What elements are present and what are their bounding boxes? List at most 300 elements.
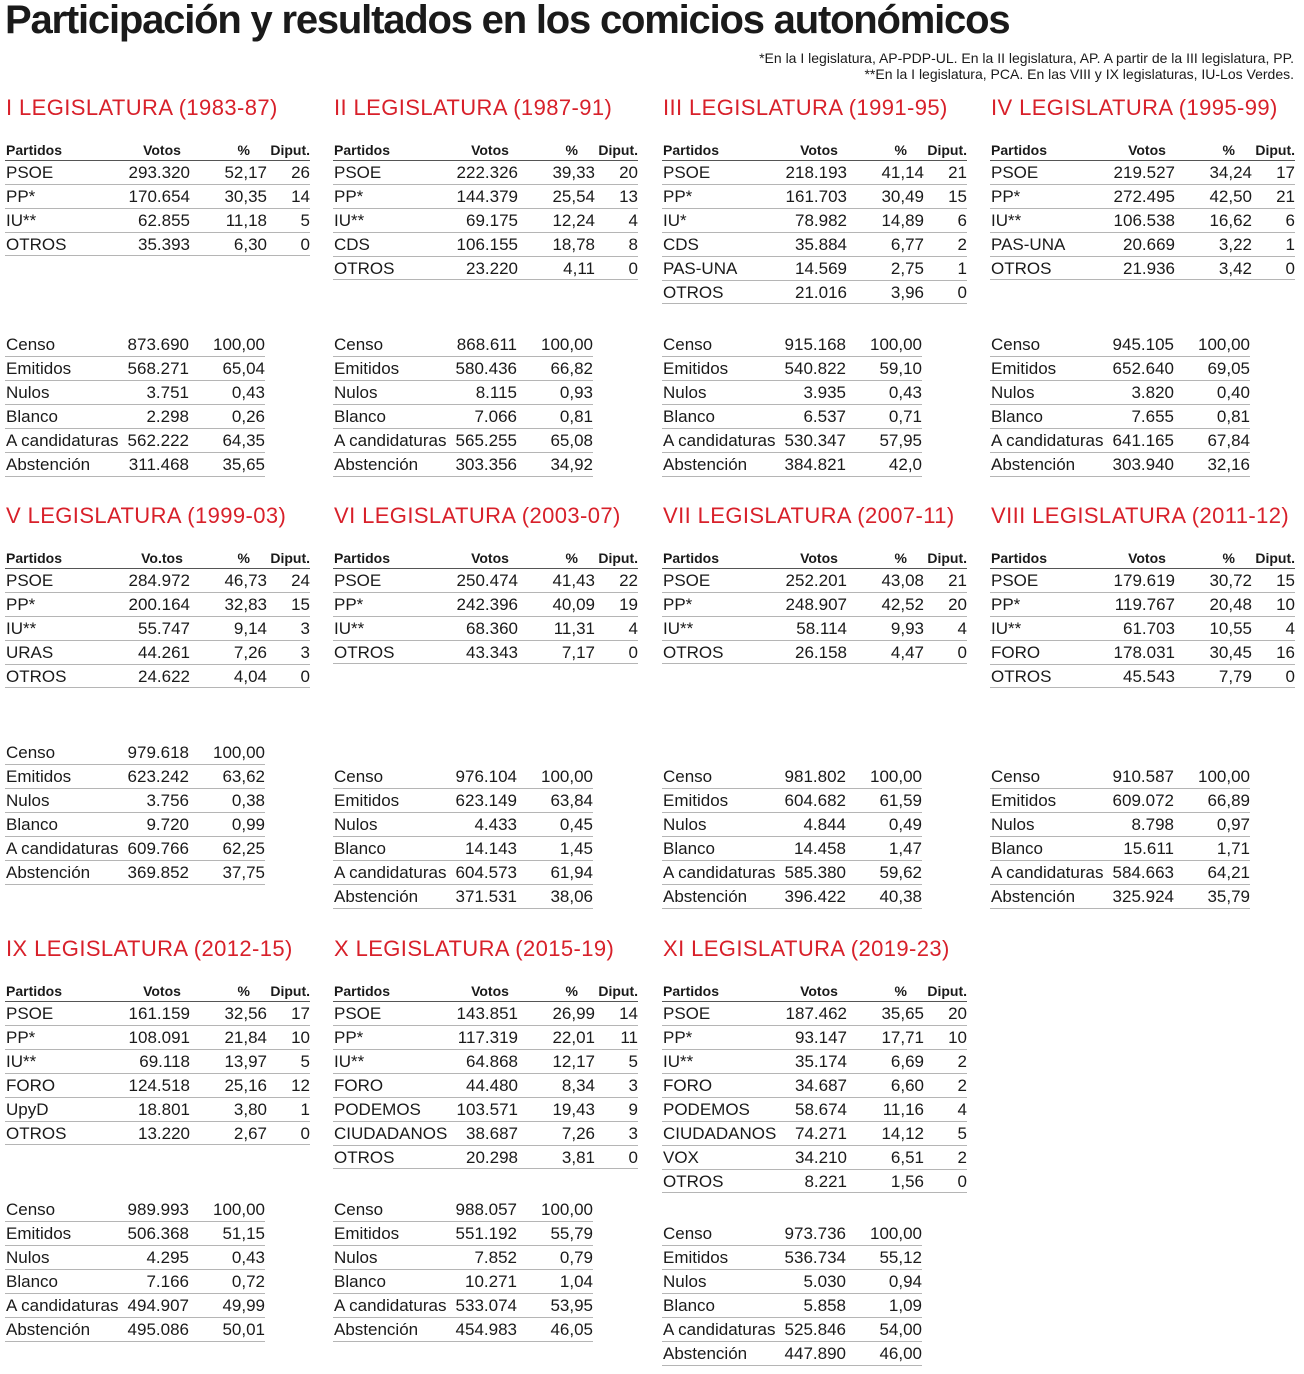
table-row — [333, 208, 638, 232]
stat-label: Censo — [6, 1200, 56, 1219]
party-seats: 3 — [628, 1076, 638, 1095]
table-row — [662, 232, 967, 256]
party-name: OTROS — [991, 667, 1052, 686]
header-diputados: Diput. — [927, 550, 967, 566]
stats-row — [333, 357, 593, 381]
stat-label: A candidaturas — [6, 1296, 119, 1315]
stat-label: Censo — [991, 335, 1041, 354]
table-header — [662, 142, 967, 160]
table-header — [5, 550, 310, 568]
header-partidos: Partidos — [991, 550, 1048, 566]
party-percent: 11,31 — [553, 619, 595, 638]
party-seats: 20 — [948, 1004, 967, 1023]
stats-row — [662, 1294, 922, 1318]
turnout-stats-table — [662, 765, 922, 909]
table-row — [5, 1097, 310, 1121]
stat-label: A candidaturas — [663, 431, 776, 450]
stats-row — [662, 333, 922, 357]
stats-row — [990, 381, 1250, 405]
stat-percent: 1,47 — [888, 839, 922, 858]
party-votes: 24.622 — [138, 667, 190, 686]
party-name: PSOE — [663, 571, 711, 590]
stat-percent: 0,93 — [559, 383, 593, 402]
stat-value: 506.368 — [127, 1224, 189, 1243]
stat-label: Blanco — [991, 407, 1043, 426]
party-votes: 43.343 — [466, 643, 518, 662]
stat-value: 8.798 — [1131, 815, 1174, 834]
stat-value: 976.104 — [455, 767, 517, 786]
party-seats: 16 — [1276, 643, 1295, 662]
party-percent: 6,77 — [890, 235, 924, 254]
party-seats: 2 — [957, 1148, 967, 1167]
party-percent: 7,17 — [561, 643, 595, 662]
table-row — [5, 1073, 310, 1097]
stats-row — [333, 765, 593, 789]
party-name: PP* — [6, 595, 36, 614]
party-seats: 12 — [291, 1076, 310, 1095]
stat-label: Nulos — [663, 815, 707, 834]
stats-row — [662, 837, 922, 861]
party-percent: 11,16 — [882, 1100, 924, 1119]
stat-label: Abstención — [991, 887, 1076, 906]
party-percent: 4,11 — [563, 259, 595, 278]
party-seats: 4 — [628, 211, 638, 230]
table-row — [333, 232, 638, 256]
party-results-table — [662, 160, 967, 304]
stats-row — [5, 381, 265, 405]
table-row — [662, 1097, 967, 1121]
stat-percent: 42,0 — [888, 455, 922, 474]
stat-percent: 0,45 — [559, 815, 593, 834]
table-row — [662, 1121, 967, 1145]
party-votes: 35.174 — [795, 1052, 847, 1071]
stat-label: Censo — [334, 1200, 384, 1219]
party-votes: 250.474 — [456, 571, 518, 590]
stat-value: 10.271 — [465, 1272, 517, 1291]
party-name: PSOE — [663, 1004, 711, 1023]
stats-row — [5, 741, 265, 765]
party-percent: 6,51 — [890, 1148, 924, 1167]
stat-percent: 35,65 — [222, 455, 265, 474]
stat-percent: 0,99 — [231, 815, 265, 834]
party-percent: 12,24 — [552, 211, 595, 230]
party-name: PP* — [6, 1028, 36, 1047]
stat-percent: 1,45 — [559, 839, 593, 858]
table-row — [333, 640, 638, 664]
stat-value: 623.149 — [455, 791, 517, 810]
stat-label: Abstención — [663, 887, 748, 906]
stat-value: 9.720 — [146, 815, 189, 834]
table-row — [990, 568, 1295, 592]
stat-value: 3.756 — [146, 791, 189, 810]
page-title: Participación y resultados en los comicios autonómicos — [5, 0, 1010, 42]
stats-row — [333, 1318, 593, 1342]
party-percent: 6,69 — [890, 1052, 924, 1071]
party-votes: 170.654 — [128, 187, 190, 206]
party-results-table — [333, 1001, 638, 1169]
stat-label: Abstención — [6, 455, 91, 474]
party-percent: 16,62 — [1209, 211, 1252, 230]
party-votes: 218.193 — [785, 163, 847, 182]
party-seats: 13 — [619, 187, 638, 206]
stat-percent: 100,00 — [541, 1200, 593, 1219]
stats-row — [662, 405, 922, 429]
party-seats: 4 — [957, 619, 967, 638]
stat-value: 2.298 — [146, 407, 189, 426]
party-name: PSOE — [334, 571, 382, 590]
party-votes: 293.320 — [128, 163, 190, 182]
stats-row — [990, 837, 1250, 861]
party-name: OTROS — [334, 1148, 395, 1167]
header-percent: % — [894, 983, 907, 999]
party-votes: 26.158 — [795, 643, 847, 662]
stat-label: Censo — [6, 743, 56, 762]
stat-percent: 100,00 — [1198, 767, 1250, 786]
table-row — [662, 208, 967, 232]
table-row — [990, 640, 1295, 664]
stats-row — [990, 789, 1250, 813]
stat-value: 4.844 — [803, 815, 846, 834]
table-row — [662, 184, 967, 208]
stats-row — [662, 885, 922, 909]
party-name: IU** — [6, 211, 37, 230]
legislature-title: XI LEGISLATURA (2019-23) — [663, 936, 950, 961]
party-results-table — [333, 160, 638, 280]
stat-percent: 49,99 — [222, 1296, 265, 1315]
table-header — [990, 550, 1295, 568]
stat-percent: 55,12 — [879, 1248, 922, 1267]
table-row — [5, 184, 310, 208]
stats-row — [662, 813, 922, 837]
stat-label: Abstención — [663, 1344, 748, 1363]
stat-label: Blanco — [663, 407, 715, 426]
turnout-stats-table — [662, 1222, 922, 1366]
stat-value: 609.766 — [127, 839, 189, 858]
party-votes: 222.326 — [456, 163, 518, 182]
stat-percent: 0,81 — [559, 407, 593, 426]
party-seats: 4 — [1285, 619, 1295, 638]
turnout-stats-table — [662, 333, 922, 477]
party-votes: 78.982 — [795, 211, 847, 230]
party-percent: 34,24 — [1209, 163, 1252, 182]
party-name: OTROS — [663, 643, 724, 662]
table-header — [5, 142, 310, 160]
party-seats: 10 — [1276, 595, 1295, 614]
stat-percent: 34,92 — [550, 455, 593, 474]
party-seats: 21 — [948, 163, 967, 182]
stat-label: Abstención — [334, 1320, 419, 1339]
party-name: PP* — [334, 595, 364, 614]
legislature-title: VI LEGISLATURA (2003-07) — [334, 503, 621, 528]
party-votes: 20.298 — [466, 1148, 518, 1167]
stat-label: Emitidos — [663, 791, 729, 810]
stat-value: 585.380 — [784, 863, 846, 882]
party-seats: 20 — [948, 595, 967, 614]
stats-row — [662, 1222, 922, 1246]
stats-row — [662, 429, 922, 453]
stat-percent: 0,81 — [1216, 407, 1250, 426]
party-percent: 3,22 — [1218, 235, 1252, 254]
table-row — [662, 1169, 967, 1193]
party-percent: 43,08 — [881, 571, 924, 590]
stat-value: 325.924 — [1112, 887, 1174, 906]
header-diputados: Diput. — [1255, 550, 1295, 566]
party-percent: 7,26 — [233, 643, 267, 662]
header-partidos: Partidos — [6, 983, 63, 999]
stats-row — [333, 453, 593, 477]
stat-percent: 1,71 — [1216, 839, 1250, 858]
stat-percent: 1,04 — [559, 1272, 593, 1291]
party-name: PSOE — [334, 163, 382, 182]
party-name: CIUDADANOS — [663, 1124, 777, 1143]
party-percent: 13,97 — [224, 1052, 267, 1071]
stat-value: 973.736 — [784, 1224, 846, 1243]
table-row — [662, 616, 967, 640]
stats-row — [333, 885, 593, 909]
stat-percent: 32,16 — [1207, 455, 1250, 474]
party-votes: 68.360 — [466, 619, 518, 638]
party-percent: 18,78 — [552, 235, 595, 254]
legislature-title: X LEGISLATURA (2015-19) — [334, 936, 615, 961]
party-seats: 20 — [619, 163, 638, 182]
stat-value: 14.458 — [794, 839, 846, 858]
stat-percent: 0,94 — [888, 1272, 922, 1291]
legislature-title: IX LEGISLATURA (2012-15) — [6, 936, 293, 961]
party-votes: 74.271 — [795, 1124, 847, 1143]
stat-value: 7.852 — [474, 1248, 517, 1267]
party-name: PSOE — [663, 163, 711, 182]
table-row — [5, 592, 310, 616]
turnout-stats-table — [333, 1198, 593, 1342]
legislature-title: IV LEGISLATURA (1995-99) — [991, 95, 1278, 120]
stat-label: Abstención — [6, 1320, 91, 1339]
party-name: CDS — [663, 235, 699, 254]
party-percent: 40,09 — [552, 595, 595, 614]
party-votes: 200.164 — [128, 595, 190, 614]
stat-percent: 67,84 — [1207, 431, 1250, 450]
header-diputados: Diput. — [927, 983, 967, 999]
stat-value: 981.802 — [784, 767, 846, 786]
party-name: IU** — [991, 211, 1022, 230]
party-percent: 12,17 — [552, 1052, 595, 1071]
header-percent: % — [237, 983, 250, 999]
header-percent: % — [565, 550, 578, 566]
party-seats: 2 — [957, 1052, 967, 1071]
stat-percent: 64,35 — [222, 431, 265, 450]
stat-label: Abstención — [991, 455, 1076, 474]
table-row — [662, 280, 967, 304]
stats-row — [662, 357, 922, 381]
party-percent: 3,80 — [233, 1100, 267, 1119]
party-results-table — [5, 1001, 310, 1145]
stat-label: Blanco — [991, 839, 1043, 858]
stats-row — [333, 1270, 593, 1294]
party-name: PP* — [6, 187, 36, 206]
stats-row — [990, 333, 1250, 357]
party-percent: 26,99 — [552, 1004, 595, 1023]
table-row — [662, 1025, 967, 1049]
header-percent: % — [237, 550, 250, 566]
party-votes: 106.155 — [456, 235, 518, 254]
party-name: IU* — [663, 211, 687, 230]
table-row — [990, 616, 1295, 640]
party-votes: 144.379 — [456, 187, 518, 206]
stat-value: 5.030 — [803, 1272, 846, 1291]
party-percent: 35,65 — [881, 1004, 924, 1023]
party-percent: 42,52 — [881, 595, 924, 614]
stats-row — [662, 1342, 922, 1366]
party-results-table — [990, 568, 1295, 688]
stats-row — [990, 429, 1250, 453]
stat-percent: 46,05 — [550, 1320, 593, 1339]
stat-label: Censo — [991, 767, 1041, 786]
party-seats: 0 — [300, 1124, 310, 1143]
stat-percent: 100,00 — [213, 335, 265, 354]
stat-value: 454.983 — [455, 1320, 517, 1339]
stat-value: 562.222 — [127, 431, 189, 450]
party-seats: 3 — [300, 643, 310, 662]
party-seats: 6 — [1285, 211, 1295, 230]
table-row — [333, 1097, 638, 1121]
table-row — [5, 208, 310, 232]
header-percent: % — [237, 142, 250, 158]
stat-value: 15.611 — [1123, 839, 1174, 858]
stat-percent: 0,38 — [231, 791, 265, 810]
turnout-stats-table — [990, 765, 1250, 909]
party-seats: 5 — [300, 211, 310, 230]
stat-value: 447.890 — [784, 1344, 846, 1363]
stats-row — [333, 333, 593, 357]
party-seats: 10 — [291, 1028, 310, 1047]
stat-label: Blanco — [334, 1272, 386, 1291]
stat-percent: 100,00 — [870, 335, 922, 354]
stat-value: 988.057 — [455, 1200, 517, 1219]
stat-percent: 100,00 — [541, 335, 593, 354]
stat-percent: 0,72 — [231, 1272, 265, 1291]
table-header — [990, 142, 1295, 160]
party-seats: 14 — [291, 187, 310, 206]
party-percent: 42,50 — [1209, 187, 1252, 206]
party-percent: 21,84 — [224, 1028, 267, 1047]
header-percent: % — [894, 142, 907, 158]
stat-value: 641.165 — [1112, 431, 1174, 450]
table-header — [333, 550, 638, 568]
header-partidos: Partidos — [334, 142, 391, 158]
party-name: PP* — [991, 187, 1021, 206]
header-partidos: Partidos — [991, 142, 1048, 158]
header-percent: % — [565, 142, 578, 158]
stat-label: Emitidos — [991, 791, 1057, 810]
party-seats: 1 — [957, 259, 967, 278]
table-row — [5, 1025, 310, 1049]
stats-row — [662, 1318, 922, 1342]
stat-label: Censo — [334, 335, 384, 354]
party-votes: 58.114 — [796, 619, 847, 638]
party-percent: 9,14 — [233, 619, 267, 638]
stat-label: Blanco — [6, 407, 58, 426]
stat-label: Censo — [663, 767, 713, 786]
party-name: PSOE — [6, 571, 54, 590]
party-percent: 10,55 — [1209, 619, 1252, 638]
party-name: IU** — [334, 1052, 365, 1071]
party-seats: 0 — [957, 643, 967, 662]
stat-value: 14.143 — [465, 839, 517, 858]
stat-label: Censo — [663, 335, 713, 354]
stat-value: 568.271 — [127, 359, 189, 378]
stat-label: Emitidos — [6, 359, 72, 378]
stat-label: Nulos — [6, 1248, 50, 1267]
party-seats: 2 — [957, 1076, 967, 1095]
party-name: IU** — [663, 619, 694, 638]
stat-label: A candidaturas — [334, 431, 447, 450]
stats-row — [662, 381, 922, 405]
stat-value: 5.858 — [803, 1296, 846, 1315]
party-votes: 178.031 — [1113, 643, 1175, 662]
stat-value: 7.166 — [146, 1272, 189, 1291]
stats-row — [990, 813, 1250, 837]
party-seats: 0 — [1285, 259, 1295, 278]
party-votes: 44.261 — [138, 643, 190, 662]
stat-label: Nulos — [6, 791, 50, 810]
table-row — [662, 160, 967, 184]
party-percent: 7,26 — [561, 1124, 595, 1143]
table-row — [5, 232, 310, 256]
party-name: FORO — [334, 1076, 384, 1095]
party-percent: 6,30 — [233, 235, 267, 254]
stat-label: Nulos — [334, 815, 378, 834]
party-name: OTROS — [6, 1124, 67, 1143]
table-row — [333, 1001, 638, 1025]
header-votos: Votos — [800, 983, 838, 999]
stat-value: 530.347 — [784, 431, 846, 450]
turnout-stats-table — [5, 333, 265, 477]
party-name: PODEMOS — [334, 1100, 421, 1119]
turnout-stats-table — [333, 333, 593, 477]
party-seats: 0 — [300, 235, 310, 254]
legislature-title: II LEGISLATURA (1987-91) — [334, 95, 613, 120]
legislature-title: VIII LEGISLATURA (2011-12) — [991, 503, 1290, 528]
party-seats: 17 — [1276, 163, 1295, 182]
party-seats: 24 — [291, 571, 310, 590]
stat-percent: 69,05 — [1207, 359, 1250, 378]
party-seats: 1 — [300, 1100, 310, 1119]
party-results-table — [5, 160, 310, 256]
party-seats: 5 — [300, 1052, 310, 1071]
stat-percent: 100,00 — [213, 1200, 265, 1219]
stats-row — [5, 1198, 265, 1222]
stat-label: Emitidos — [6, 1224, 72, 1243]
party-votes: 272.495 — [1113, 187, 1175, 206]
stat-label: Nulos — [991, 815, 1035, 834]
party-seats: 0 — [628, 1148, 638, 1167]
stat-percent: 37,75 — [222, 863, 265, 882]
legislature-title: VII LEGISLATURA (2007-11) — [663, 503, 955, 528]
stats-row — [333, 837, 593, 861]
turnout-stats-table — [333, 765, 593, 909]
party-votes: 219.527 — [1113, 163, 1175, 182]
party-seats: 3 — [628, 1124, 638, 1143]
stats-row — [333, 1198, 593, 1222]
party-name: OTROS — [6, 667, 67, 686]
table-row — [5, 1001, 310, 1025]
party-seats: 21 — [948, 571, 967, 590]
party-votes: 14.569 — [795, 259, 847, 278]
stat-label: Emitidos — [663, 359, 729, 378]
table-row — [662, 1001, 967, 1025]
stat-percent: 59,62 — [879, 863, 922, 882]
party-name: PSOE — [6, 1004, 54, 1023]
stat-value: 371.531 — [455, 887, 517, 906]
